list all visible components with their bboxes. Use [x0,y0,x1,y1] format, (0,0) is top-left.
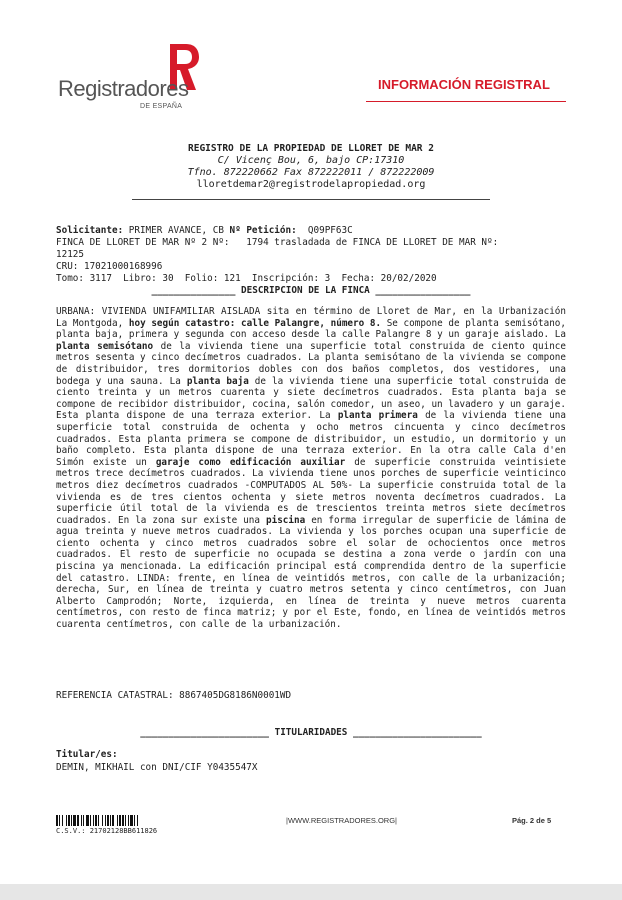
barcode-bar [77,815,79,826]
description-highlight: planta baja [186,375,249,387]
barcode-bar [73,815,76,826]
titular-label: Titular/es: [56,749,118,760]
property-description [56,306,566,631]
document-type-title: INFORMACIÓN REGISTRAL [378,77,550,92]
barcode-bar [112,815,114,826]
solicitante-value: PRIMER AVANCE, CB [123,225,230,236]
barcode-bar [130,815,133,826]
barcode-bar [107,815,109,826]
inscription-line: Tomo: 3117 Libro: 30 Folio: 121 Inscripción: 3 Fecha: 20/02/2020 [56,273,437,284]
ownership-heading: _______________________ TITULARIDADES _______________________ [140,727,482,738]
solicitante-label: Solicitante: [56,225,124,236]
barcode-bar [122,815,124,826]
barcode-bar [105,815,106,826]
barcode-bar [95,815,97,826]
barcode-bar [125,815,126,826]
registradores-logo [58,40,218,120]
footer-website-link[interactable]: |WWW.REGISTRADORES.ORG| [286,816,397,825]
barcode-bar [68,815,70,826]
viewer-bottom-margin [0,884,622,900]
description-text: de la vivienda tiene una superficie total construida de ciento quince metros sesenta y cinco decímetros cuadrados. La planta semisótano de la vivienda se compone de distribuidor, tres dormitorios dobles con dos baños completos, dos vestidores, una bodega y una sauna. La [56,340,566,387]
description-highlight: planta primera [337,410,418,422]
barcode-bar [90,815,91,826]
finca-line: FINCA DE LLORET DE MAR Nº 2 Nº: 1794 trasladada de FINCA DE LLORET DE MAR Nº: [56,237,499,248]
barcode-bar [81,815,82,826]
registry-phone: Tfno. 872220662 Fax 872222011 / 872222009 [187,167,435,178]
description-text: de superficie construida veintisiete metros trece decímetros cuadrados. La vivienda tiene unos porches de superficie veinticinco metros diez decímetros cuadrados -COMPUTADOS AL 50%- La superficie construida total de la vivienda es de tres cientos ochenta y siete metros noventa decímetros cuadrados. La superficie útil total de la vivienda es de trescientos treinta metros siete decímetros cuadrados. En la zona sur existe una [56,456,566,526]
barcode-bar [59,815,60,826]
barcode-bar [66,815,67,826]
description-highlight: piscina [266,514,306,526]
barcode-bar [93,815,94,826]
barcode-bar [117,815,118,826]
barcode-bar [134,815,135,826]
barcode-icon [56,815,171,826]
page-number: Pág. 2 de 5 [512,816,552,825]
cru-line: CRU: 17021000168996 [56,261,163,272]
barcode-bar [102,815,103,826]
barcode-bar [98,815,99,826]
description-text: URBANA: VIVIENDA UNIFAMILIAR AISLADA sita en término de Lloret de Mar, en la Urbanización La Montgoda, [56,306,566,329]
peticion-value: Q09PF63C [296,225,353,236]
csv-code: C.S.V.: 21702128BB611826 [56,827,158,835]
titular-value: DEMIN, MIKHAIL con DNI/CIF Y0435547X [56,762,258,773]
description-heading: _______________ DESCRIPCION DE LA FINCA _________________ [151,285,471,296]
description-text: de la vivienda tiene una superficie total construida de ochenta y ocho metros cincuenta y cinco decímetros cuadrados. Esta planta primera se compone de distribuidor, un estudio, un dormitorio y un baño completo. Esta planta dispone de una terraza exterior. En la otra calle Cala d'en Simón existe un [56,410,566,468]
peticion-label: Nº Petición: [229,225,297,236]
barcode-bar [86,815,89,826]
barcode-bar [110,815,111,826]
barcode-bar [71,815,72,826]
finca-line-continued: 12125 [56,249,84,260]
description-highlight: garaje como edificación auxiliar [155,456,346,468]
description-text: de la vivienda tiene una superficie total construida de ciento treinta y un metros cuarenta y siete decímetros cuadrados. Esta planta baja se compone de recibidor distribuidor, cocina, salón comedor, un aseo, un lavadero y un garaje. Esta planta dispone de una terraza exterior. La [56,375,566,422]
barcode-bar [137,815,138,826]
header-divider [366,101,566,102]
request-line [56,225,353,237]
barcode-bar [56,815,58,826]
registry-name: REGISTRO DE LA PROPIEDAD DE LLORET DE MAR 2 [188,143,434,154]
description-highlight: hoy según catastro: calle Palangre, número 8. [128,317,382,329]
description-text: Se compone de planta semisótano, planta baja, primera y segunda con acceso desde la calle Palangre 8 y un garaje aislado. La [56,317,567,341]
brand-name: Registradores [58,76,189,101]
cadastral-reference: REFERENCIA CATASTRAL: 8867405DG8186N0001WD [56,690,292,701]
registry-divider [132,199,490,200]
barcode-bar [119,815,121,826]
barcode-bar [128,815,129,826]
description-highlight: planta semisótano [56,340,154,352]
description-text: en forma irregular de superficie de lámina de agua treinta y nueve metros cuadrados. La vivienda y los porches ocupan una superficie de ciento ochenta y cinco metros cuadrados sobre el solar de ochocientos once metros cuadrados. El resto de superficie no ocupada se destina a zona verde o jardín con una piscina ya mencionada. La edificación principal está comprendida dentro de la superficie del catastro. LINDA: frente, en línea de veintidós metros, con calle de la urbanización; derecha, Sur, en línea de treinta y cuatro metros setenta y cinco centímetros, con Juan Alberto Camprodón; Norte, izquierda, en línea de treinta y nueve metros cuarenta centímetros, con resto de finca matriz; y por el Este, fondo, en línea de veintidós metros cuarenta centímetros, con calle de la urbanización. [56,514,566,631]
barcode-bar [62,815,63,826]
registry-email: lloretdemar2@registrodelapropiedad.org [196,179,426,190]
barcode-bar [83,815,84,826]
registry-address: C/ Vicenç Bou, 6, bajo CP:17310 [217,155,405,166]
brand-subtitle: DE ESPAÑA [140,103,183,110]
